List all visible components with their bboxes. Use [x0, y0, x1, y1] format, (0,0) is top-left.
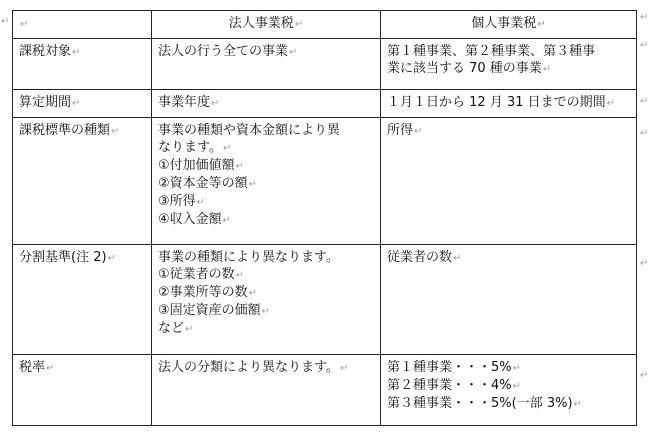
- table-row: [13, 90, 637, 118]
- individual-cell: 第１種事業、第２種事業、第３種事 業に該当する 70 種の事業↵: [381, 39, 637, 90]
- individual-cell: 第１種事業・・・5%↵ 第２種事業・・・4%↵ 第３種事業・・・5%(一部 3%)↵: [381, 355, 637, 426]
- row-label: 算定期間↵: [13, 90, 152, 118]
- corporate-cell: 法人の分類により異なります。↵: [152, 355, 381, 426]
- row-end-mark: ↵: [640, 12, 649, 23]
- row-end-mark: ↵: [640, 258, 649, 269]
- paragraph-mark: ↵: [1, 16, 10, 27]
- row-end-mark: ↵: [640, 370, 649, 381]
- individual-cell: 従業者の数↵: [381, 245, 637, 355]
- row-label: 税率↵: [13, 355, 152, 426]
- individual-cell: １月１日から 12 月 31 日までの期間↵: [381, 90, 637, 118]
- table-row: [13, 118, 637, 245]
- row-end-mark: ↵: [640, 128, 649, 139]
- row-label: 課税標準の種類↵: [13, 118, 152, 245]
- header-row: [13, 11, 637, 39]
- row-label: 課税対象↵: [13, 39, 152, 90]
- row-label: 分割基準(注 2)↵: [13, 245, 152, 355]
- individual-cell: 所得↵: [381, 118, 637, 245]
- header-cell-corporate: 法人事業税↵: [152, 11, 381, 39]
- header-cell-empty: ↵: [13, 11, 152, 39]
- corporate-cell: 法人の行う全ての事業↵: [152, 39, 381, 90]
- tax-comparison-table: [12, 10, 637, 426]
- row-end-mark: ↵: [640, 40, 649, 51]
- table-row: [13, 245, 637, 355]
- header-cell-individual: 個人事業税↵: [381, 11, 637, 39]
- corporate-cell: 事業の種類や資本金額により異 なります。↵ ①付加価値額↵ ②資本金等の額↵ ③所得↵ ④収入金額↵: [152, 118, 381, 245]
- table-row: [13, 355, 637, 426]
- table-row: [13, 39, 637, 90]
- corporate-cell: 事業年度↵: [152, 90, 381, 118]
- row-end-mark: ↵: [640, 96, 649, 107]
- corporate-cell: 事業の種類により異なります。 ①従業者の数↵ ②事業所等の数↵ ③固定資産の価額↵ など↵: [152, 245, 381, 355]
